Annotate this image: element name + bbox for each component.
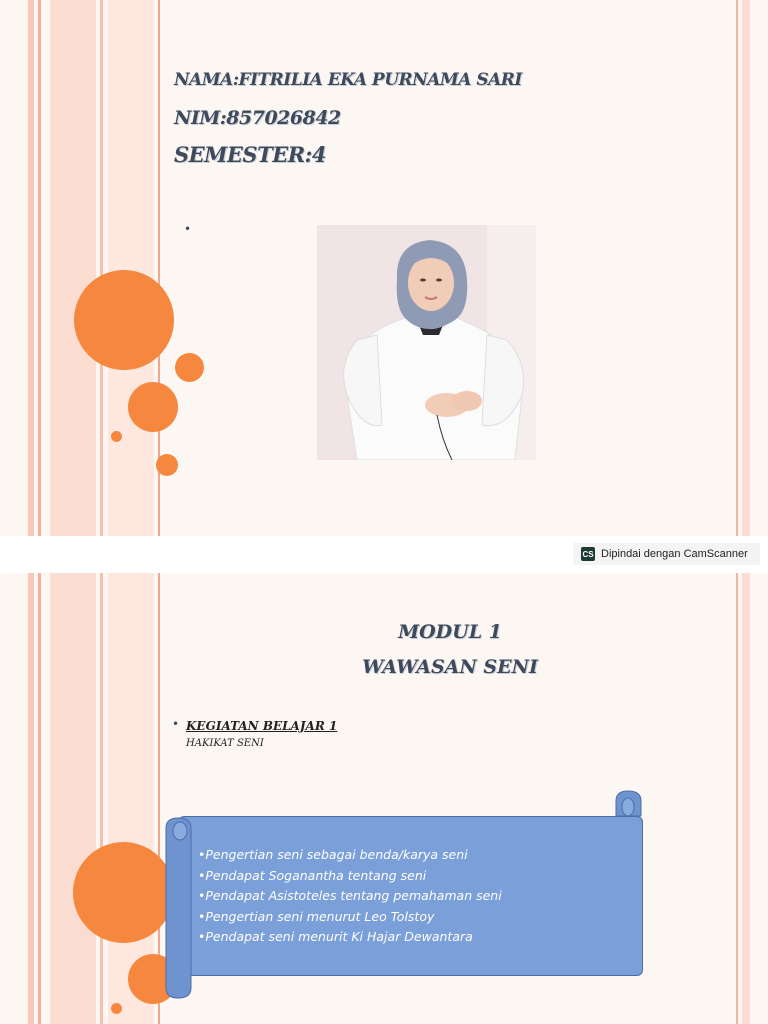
list-item: •Pendapat Soganantha tentang seni <box>198 867 427 883</box>
student-semester: SEMESTER:4 <box>174 142 327 167</box>
decor-stripe <box>28 0 34 536</box>
activity-heading: KEGIATAN BELAJAR 1 <box>186 719 338 733</box>
scroll-topic-list <box>198 845 502 948</box>
decor-circle <box>175 353 204 382</box>
decor-circle <box>111 431 122 442</box>
list-item: •Pengertian seni menurut Leo Tolstoy <box>198 908 435 924</box>
person-photo-illustration <box>317 225 536 460</box>
student-nim: NIM:857026842 <box>174 107 341 129</box>
bullet-point: • <box>184 222 192 236</box>
decor-stripe <box>50 0 96 536</box>
decor-stripe <box>100 0 103 536</box>
activity-subtitle: HAKIKAT SENI <box>186 738 264 749</box>
slide-2 <box>0 573 768 1024</box>
decor-stripe <box>38 0 41 536</box>
scroll-curls <box>0 573 768 1024</box>
student-name: NAMA:FITRILIA EKA PURNAMA SARI <box>174 70 522 90</box>
decor-stripe <box>736 0 738 536</box>
bullet-point: • <box>172 717 180 731</box>
decor-circle-large <box>74 270 174 370</box>
decor-circle <box>156 454 178 476</box>
list-item: •Pengertian seni sebagai benda/karya seni <box>198 847 468 862</box>
list-item: •Pendapat seni menurit Ki Hajar Dewantara <box>198 929 473 944</box>
list-item: •Pendapat Asistoteles tentang pemahaman seni <box>198 888 502 903</box>
camscanner-logo-icon: CS <box>581 547 595 561</box>
student-photo <box>317 225 536 460</box>
decor-stripe <box>108 0 154 536</box>
camscanner-text: Dipindai dengan CamScanner <box>601 548 748 560</box>
module-title-line-2: WAWASAN SENI <box>362 656 538 678</box>
module-title-line-1: MODUL 1 <box>398 621 502 643</box>
decor-stripe <box>742 0 750 536</box>
decor-circle <box>128 382 178 432</box>
camscanner-watermark <box>573 543 760 565</box>
